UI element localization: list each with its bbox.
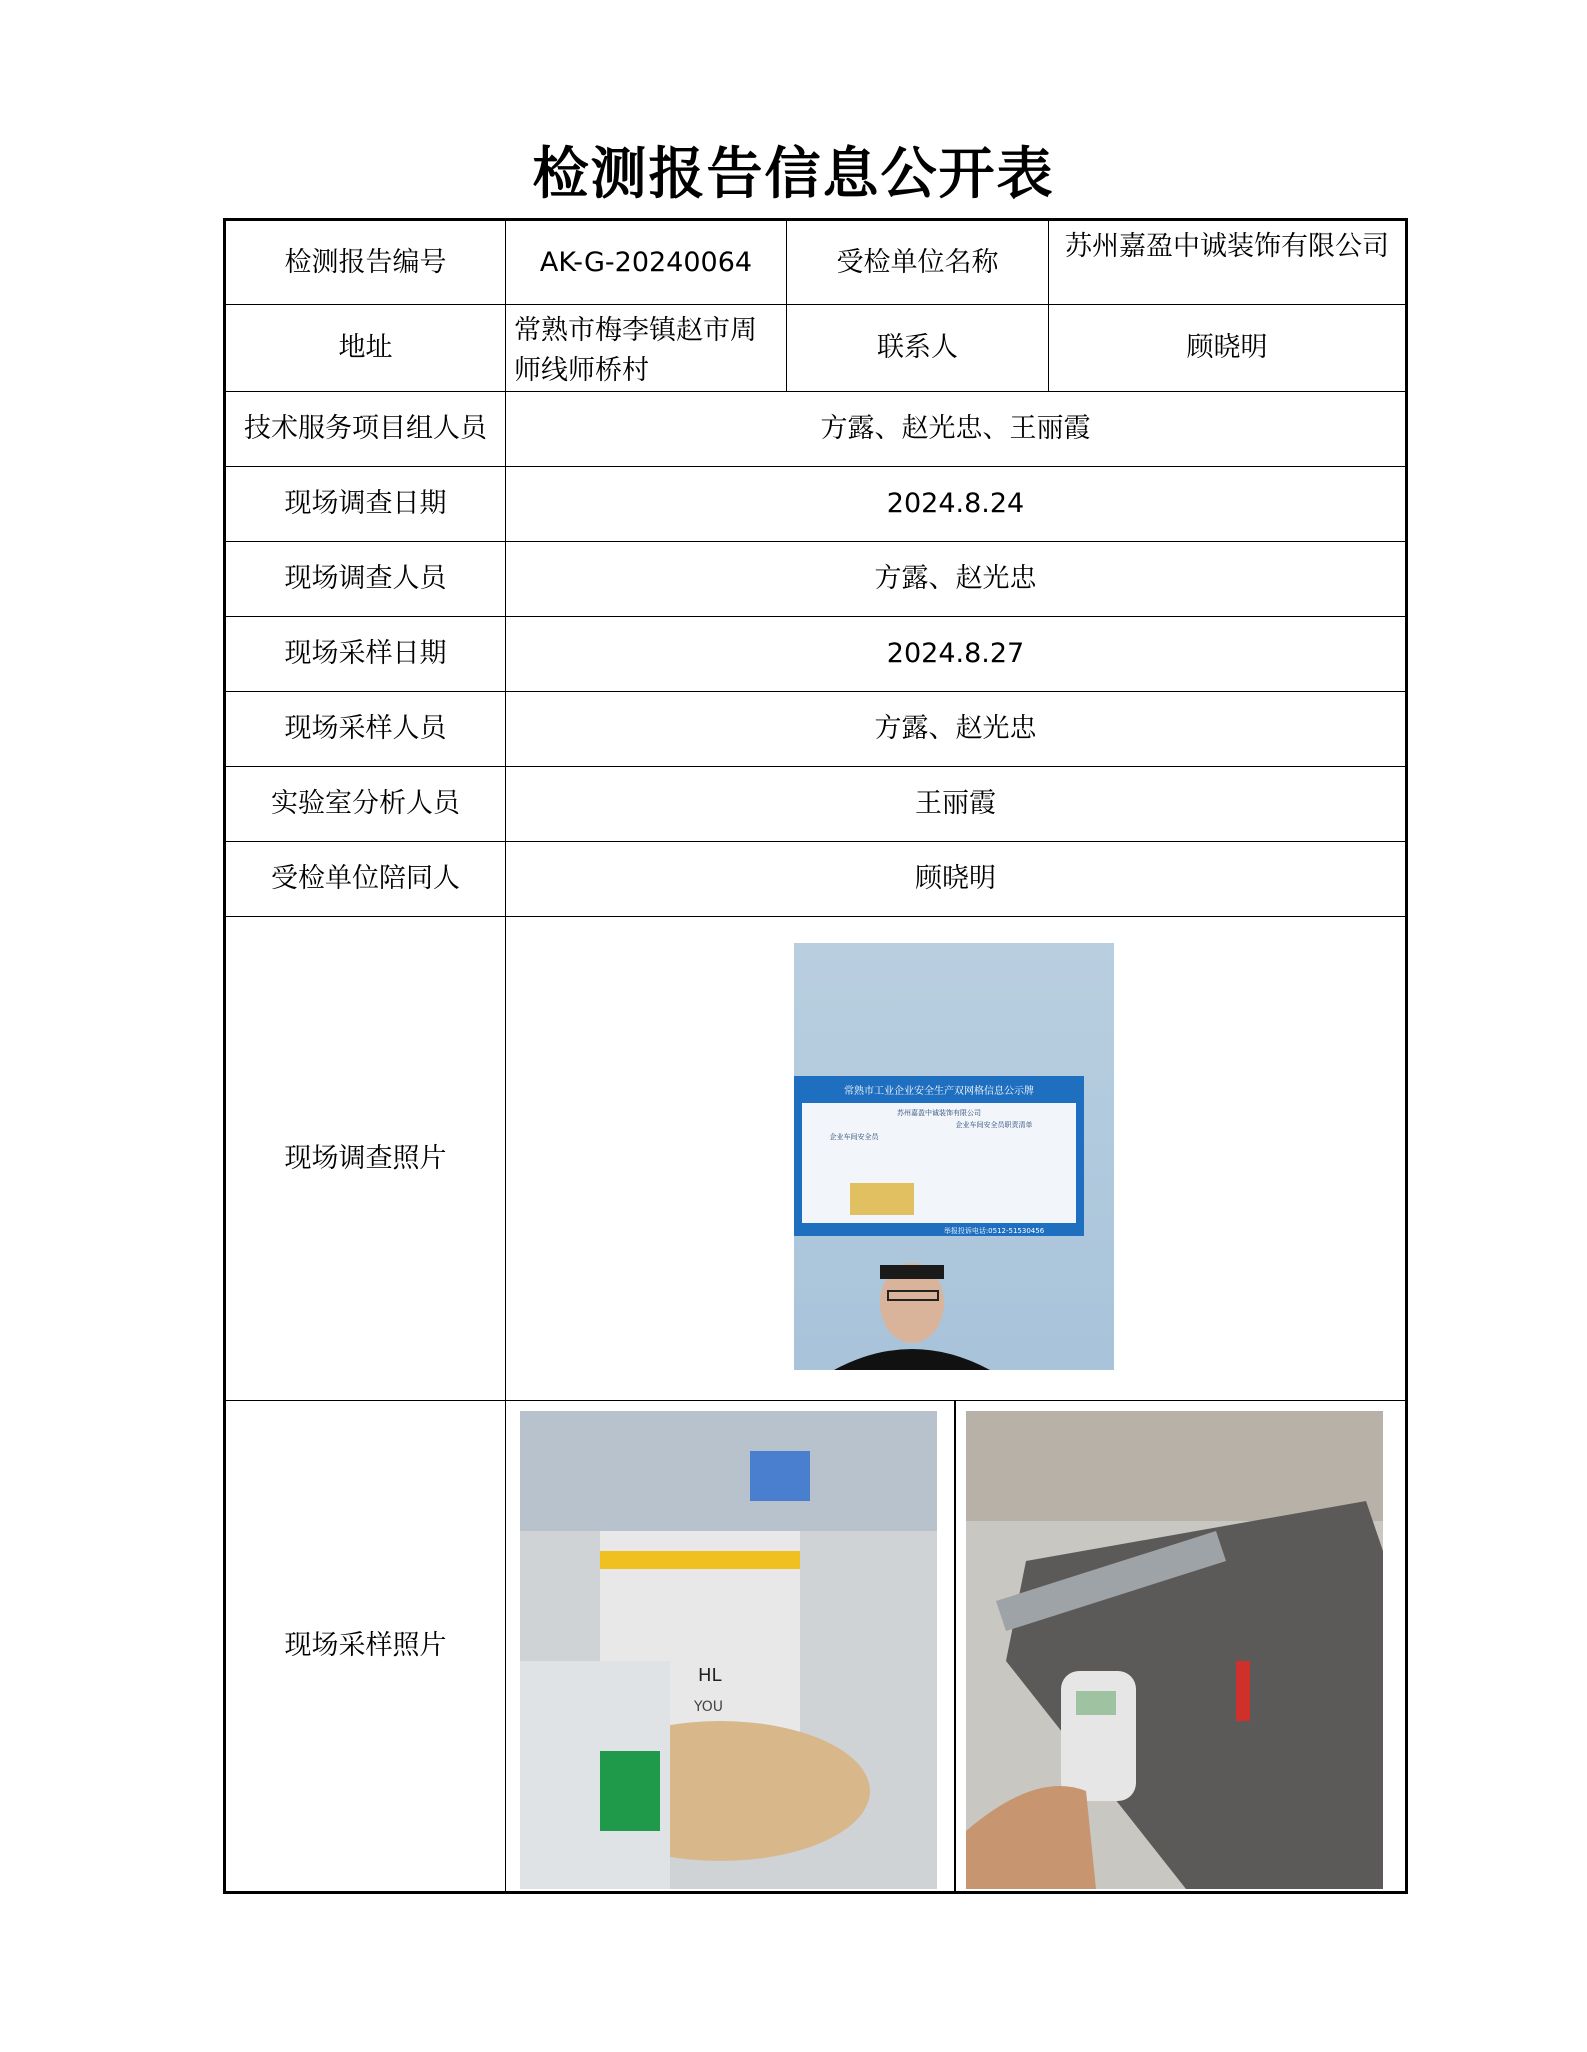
sound-level-meter <box>1061 1671 1136 1801</box>
info-board-panel <box>802 1103 1076 1223</box>
sampling-photo-left <box>520 1411 937 1889</box>
sampling-divider <box>954 1401 956 1891</box>
survey-photo-label: 现场调查照片 <box>225 917 506 1401</box>
row-lab-staff <box>225 767 1407 842</box>
survey-staff-value: 方露、赵光忠 <box>506 542 1407 617</box>
row-report-no <box>225 220 1407 305</box>
machine-text-you: YOU <box>694 1699 724 1715</box>
back-wall <box>966 1411 1383 1521</box>
row-team <box>225 392 1407 467</box>
row-address <box>225 305 1407 392</box>
meter-display <box>1076 1691 1116 1715</box>
address-value: 常熟市梅李镇赵市周师线师桥村 <box>506 305 787 392</box>
sampling-date-value: 2024.8.27 <box>506 617 1407 692</box>
red-handle <box>1236 1661 1250 1721</box>
board-company: 苏州嘉盈中诚装饰有限公司 <box>897 1109 981 1117</box>
survey-date-value: 2024.8.24 <box>506 467 1407 542</box>
workshop-wall <box>520 1411 937 1531</box>
wall-poster <box>750 1451 810 1501</box>
person-hair <box>880 1265 944 1279</box>
planer-stripe <box>600 1551 800 1569</box>
board-left-heading: 企业车间安全员 <box>829 1133 879 1141</box>
team-label: 技术服务项目组人员 <box>225 392 506 467</box>
lab-staff-label: 实验室分析人员 <box>225 767 506 842</box>
board-right-heading: 企业车间安全员职责清单 <box>955 1121 1033 1129</box>
team-value: 方露、赵光忠、王丽霞 <box>506 392 1407 467</box>
row-survey-staff <box>225 542 1407 617</box>
report-no-label: 检测报告编号 <box>225 220 506 305</box>
survey-date-label: 现场调查日期 <box>225 467 506 542</box>
row-survey-photo <box>225 917 1407 1401</box>
sampling-photo-right <box>966 1411 1383 1889</box>
board-phone: 举报投诉电话:0512-51530456 <box>943 1227 1045 1235</box>
row-survey-date <box>225 467 1407 542</box>
lab-staff-value: 王丽霞 <box>506 767 1407 842</box>
sampling-photo-label: 现场采样照片 <box>225 1401 506 1893</box>
sampling-photos <box>506 1401 1405 1891</box>
report-table <box>223 218 1408 1894</box>
row-sampling-date <box>225 617 1407 692</box>
sampling-staff-label: 现场采样人员 <box>225 692 506 767</box>
row-sampling-staff <box>225 692 1407 767</box>
sampling-photo-cell <box>506 1401 1407 1893</box>
company-label: 受检单位名称 <box>787 220 1049 305</box>
sampling-staff-value: 方露、赵光忠 <box>506 692 1407 767</box>
survey-photo <box>794 943 1114 1370</box>
meter-label <box>600 1751 660 1831</box>
sampling-date-label: 现场采样日期 <box>225 617 506 692</box>
row-sampling-photo <box>225 1401 1407 1893</box>
board-title: 常熟市工业企业安全生产双网格信息公示牌 <box>844 1086 1034 1097</box>
survey-photo-cell <box>506 917 1407 1401</box>
escort-label: 受检单位陪同人 <box>225 842 506 917</box>
escort-value: 顾晓明 <box>506 842 1407 917</box>
report-no-value: AK-G-20240064 <box>506 220 787 305</box>
row-escort <box>225 842 1407 917</box>
contact-value: 顾晓明 <box>1049 305 1407 392</box>
machine-text-hl: HL <box>698 1665 722 1686</box>
page-title: 检测报告信息公开表 <box>532 142 1055 207</box>
survey-staff-label: 现场调查人员 <box>225 542 506 617</box>
address-label: 地址 <box>225 305 506 392</box>
board-photo-block <box>850 1183 914 1215</box>
sampling-photo-left-image <box>520 1411 937 1889</box>
survey-photo-image <box>794 943 1114 1370</box>
contact-label: 联系人 <box>787 305 1049 392</box>
sampling-photo-right-image <box>966 1411 1383 1889</box>
company-value: 苏州嘉盈中诚装饰有限公司 <box>1049 220 1407 305</box>
